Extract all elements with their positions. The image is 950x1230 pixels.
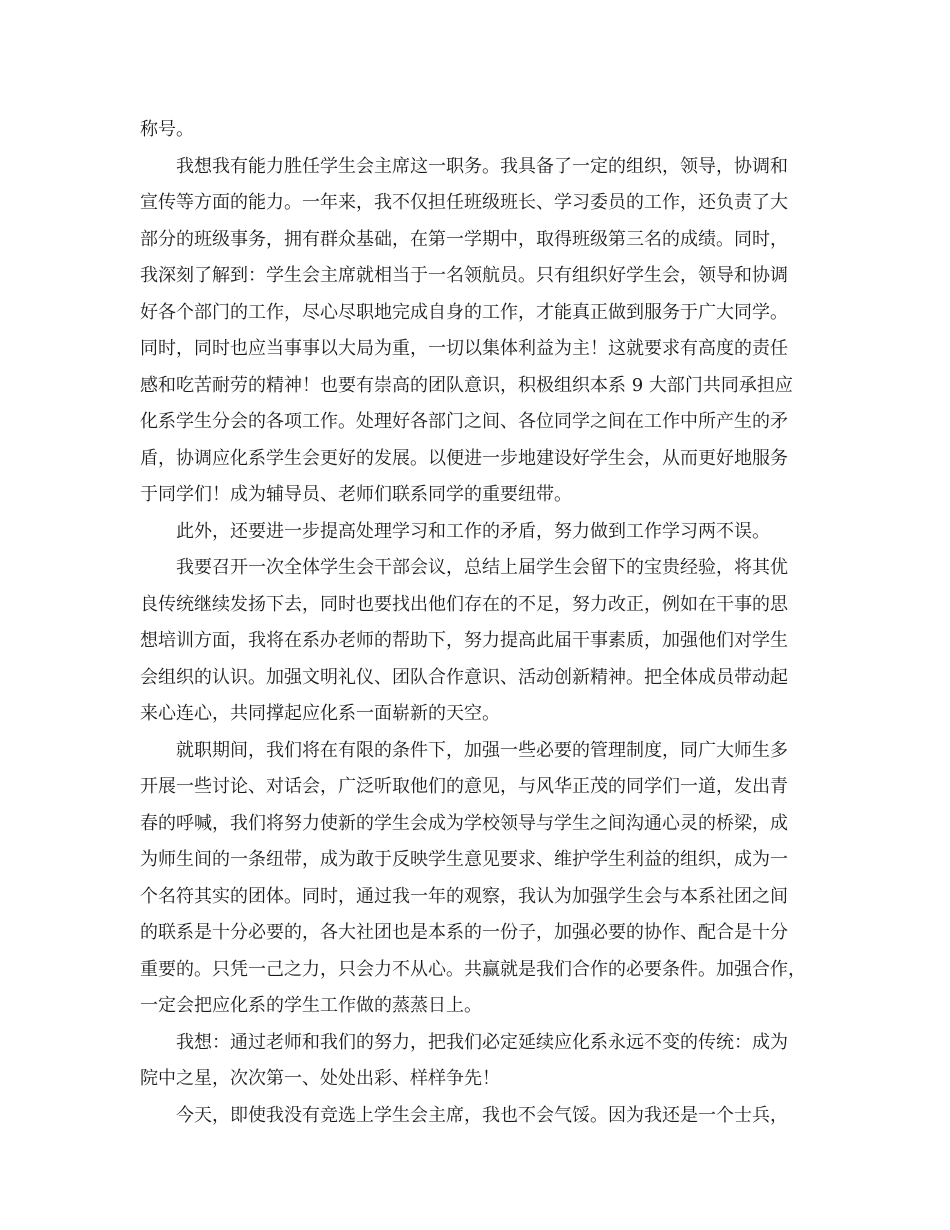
- text-line: 宣传等方面的能力。一年来，我不仅担任班级班长、学习委员的工作，还负责了大: [140, 192, 788, 213]
- text-line: 开展一些讨论、对话会，广泛听取他们的意见，与风华正茂的同学们一道，发出青: [140, 776, 788, 797]
- text-line: 良传统继续发扬下去，同时也要找出他们存在的不足，努力改正，例如在干事的思: [140, 593, 788, 615]
- text-line: 会组织的认识。加强文明礼仪、团队合作意识、活动创新精神。把全体成员带动起: [140, 666, 788, 688]
- paragraph-first-line: 今天，即使我没有竞选上学生会主席，我也不会气馁。因为我还是一个士兵，: [176, 1104, 788, 1126]
- text-line: 部分的班级事务，拥有群众基础，在第一学期中，取得班级第三名的成绩。同时，: [140, 228, 788, 250]
- paragraph-first-line: 我想：通过老师和我们的努力，把我们必定延续应化系永远不变的传统：成为: [176, 1031, 788, 1053]
- text-line: 春的呼喊，我们将努力使新的学生会成为学校领导与学生之间沟通心灵的桥梁，成: [140, 812, 788, 834]
- paragraph-first-line: 我想我有能力胜任学生会主席这一职务。我具备了一定的组织，领导，协调和: [176, 155, 788, 177]
- text-line: 盾，协调应化系学生会更好的发展。以便进一步地建设好学生会，从而更好地服务: [140, 447, 788, 469]
- text-line: 院中之星，次次第一、处处出彩、样样争先！: [140, 1068, 500, 1089]
- text-line: 化系学生分会的各项工作。处理好各部门之间、各位同学之间在工作中所产生的矛: [140, 411, 788, 432]
- text-line: 个名符其实的团体。同时，通过我一年的观察，我认为加强学生会与本系社团之间: [140, 885, 788, 907]
- text-line: 想培训方面，我将在系办老师的帮助下，努力提高此届干事素质，加强他们对学生: [140, 630, 788, 651]
- text-line: 于同学们！成为辅导员、老师们联系同学的重要纽带。: [140, 484, 572, 505]
- text-line: 称号。: [140, 119, 194, 140]
- text-line: 好各个部门的工作，尽心尽职地完成自身的工作，才能真正做到服务于广大同学。: [140, 301, 788, 323]
- text-line: 一定会把应化系的学生工作做的蒸蒸日上。: [140, 995, 482, 1016]
- paragraph-first-line: 我要召开一次全体学生会干部会议，总结上届学生会留下的宝贵经验，将其优: [176, 557, 788, 578]
- text-line: 重要的。只凭一己之力，只会力不从心。共赢就是我们合作的必要条件。加强合作，: [140, 958, 806, 980]
- text-line: 我深刻了解到：学生会主席就相当于一名领航员。只有组织好学生会，领导和协调: [140, 265, 788, 286]
- text-line: 为师生间的一条纽带，成为敢于反映学生意见要求、维护学生利益的组织，成为一: [140, 849, 788, 870]
- text-line: 的联系是十分必要的，各大社团也是本系的一份子，加强必要的协作、配合是十分: [140, 922, 788, 943]
- text-line: 感和吃苦耐劳的精神！也要有崇高的团队意识，积极组织本系 9 大部门共同承担应: [140, 374, 793, 396]
- paragraph-first-line: 此外，还要进一步提高处理学习和工作的矛盾，努力做到工作学习两不误。: [176, 520, 770, 542]
- text-line: 同时，同时也应当事事以大局为重，一切以集体利益为主！这就要求有高度的责任: [140, 338, 788, 359]
- text-line: 来心连心，共同撑起应化系一面崭新的天空。: [140, 703, 500, 724]
- paragraph-first-line: 就职期间，我们将在有限的条件下，加强一些必要的管理制度，同广大师生多: [176, 739, 788, 761]
- document-body: [140, 112, 830, 1134]
